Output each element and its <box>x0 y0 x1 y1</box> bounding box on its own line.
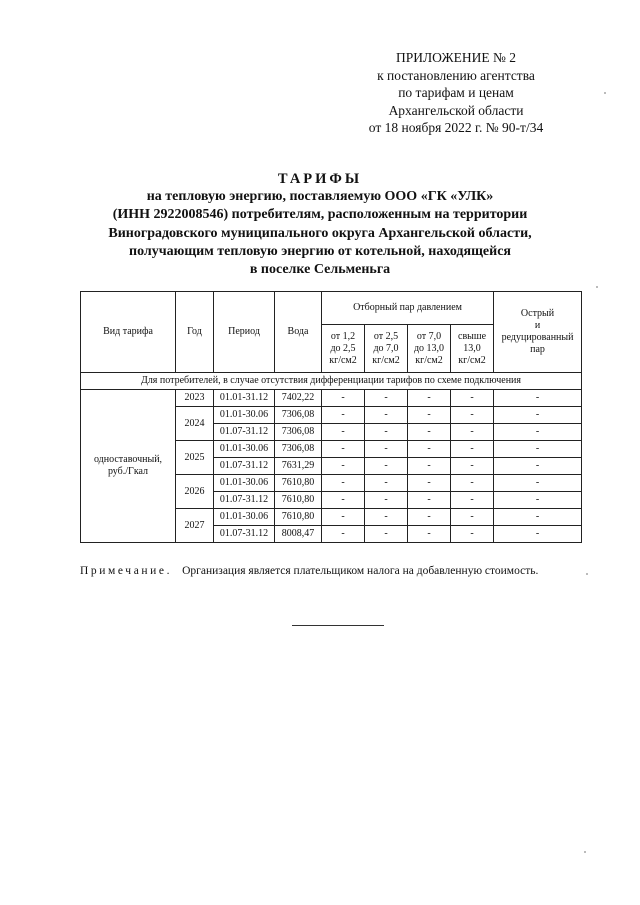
p3-cell: - <box>408 509 451 526</box>
year-cell: 2027 <box>176 509 214 543</box>
table-row <box>81 390 582 407</box>
p1-cell: - <box>322 424 365 441</box>
period-cell: 01.01-30.06 <box>214 407 275 424</box>
p4-cell: - <box>451 509 494 526</box>
sharp-cell: - <box>494 475 582 492</box>
header-period: Период <box>214 292 275 373</box>
header-sharp-steam: Острый и редуцированный пар <box>494 292 582 373</box>
appendix-number: ПРИЛОЖЕНИЕ № 2 <box>395 50 517 65</box>
title-line: в поселке Сельменьга <box>249 262 391 278</box>
header-steam-group: Отборный пар давлением <box>322 292 494 325</box>
p1-cell: - <box>322 458 365 475</box>
year-cell: 2025 <box>176 441 214 475</box>
title-line: (ИНН 2922008546) потребителям, расположенным на территории <box>112 207 528 223</box>
header-year: Год <box>176 292 214 373</box>
water-cell: 7610,80 <box>275 509 322 526</box>
p3-cell: - <box>408 407 451 424</box>
period-cell: 01.01-30.06 <box>214 509 275 526</box>
section-row: Для потребителей, в случае отсутствия дифференциации тарифов по схеме подключения <box>81 373 582 390</box>
scan-speck <box>586 573 588 575</box>
p3-cell: - <box>408 492 451 509</box>
period-cell: 01.07-31.12 <box>214 424 275 441</box>
header-pressure-2: от 2,5 до 7,0 кг/см2 <box>365 325 408 373</box>
scan-speck <box>604 92 606 94</box>
note-text: Организация является плательщиком налога на добавленную стоимость. <box>182 565 539 577</box>
water-cell: 7631,29 <box>275 458 322 475</box>
p2-cell: - <box>365 424 408 441</box>
water-cell: 7306,08 <box>275 441 322 458</box>
appendix-header <box>340 49 572 137</box>
document-title <box>96 170 544 279</box>
title-heading: ТАРИФЫ <box>277 171 363 187</box>
sharp-cell: - <box>494 390 582 407</box>
sharp-cell: - <box>494 526 582 543</box>
closing-rule <box>292 625 384 626</box>
scan-speck <box>584 851 586 853</box>
p1-cell: - <box>322 475 365 492</box>
sharp-cell: - <box>494 509 582 526</box>
tariff-table <box>80 291 582 543</box>
year-cell: 2023 <box>176 390 214 407</box>
p1-cell: - <box>322 441 365 458</box>
p4-cell: - <box>451 441 494 458</box>
period-cell: 01.01-31.12 <box>214 390 275 407</box>
water-cell: 7610,80 <box>275 475 322 492</box>
header-pressure-1: от 1,2 до 2,5 кг/см2 <box>322 325 365 373</box>
title-line: Виноградовского муниципального округа Архангельской области, <box>108 225 532 241</box>
water-cell: 7306,08 <box>275 424 322 441</box>
year-cell: 2026 <box>176 475 214 509</box>
title-line: получающим тепловую энергию от котельной, находящейся <box>129 243 511 259</box>
p2-cell: - <box>365 407 408 424</box>
scan-speck <box>596 286 598 288</box>
p3-cell: - <box>408 458 451 475</box>
p1-cell: - <box>322 509 365 526</box>
water-cell: 7610,80 <box>275 492 322 509</box>
p2-cell: - <box>365 509 408 526</box>
header-pressure-4: свыше 13,0 кг/см2 <box>451 325 494 373</box>
p1-cell: - <box>322 390 365 407</box>
note <box>80 565 600 577</box>
p1-cell: - <box>322 407 365 424</box>
period-cell: 01.07-31.12 <box>214 492 275 509</box>
period-cell: 01.07-31.12 <box>214 458 275 475</box>
p4-cell: - <box>451 526 494 543</box>
p2-cell: - <box>365 475 408 492</box>
title-line: на тепловую энергию, поставляемую ООО «ГК «УЛК» <box>146 189 494 205</box>
appendix-ref-line: Архангельской области <box>388 102 524 118</box>
p4-cell: - <box>451 424 494 441</box>
p3-cell: - <box>408 526 451 543</box>
appendix-ref-line: по тарифам и ценам <box>398 85 514 101</box>
tariff-type-cell: одноставочный, руб./Гкал <box>81 390 176 543</box>
year-cell: 2024 <box>176 407 214 441</box>
sharp-cell: - <box>494 458 582 475</box>
appendix-date-number: от 18 ноября 2022 г. № 90-т/34 <box>368 120 544 136</box>
note-label: Примечание. <box>80 565 173 577</box>
p3-cell: - <box>408 475 451 492</box>
sharp-cell: - <box>494 492 582 509</box>
p4-cell: - <box>451 390 494 407</box>
header-pressure-3: от 7,0 до 13,0 кг/см2 <box>408 325 451 373</box>
p2-cell: - <box>365 390 408 407</box>
p2-cell: - <box>365 458 408 475</box>
water-cell: 7306,08 <box>275 407 322 424</box>
appendix-ref-line: к постановлению агентства <box>377 67 535 83</box>
water-cell: 7402,22 <box>275 390 322 407</box>
p2-cell: - <box>365 492 408 509</box>
p2-cell: - <box>365 441 408 458</box>
sharp-cell: - <box>494 407 582 424</box>
water-cell: 8008,47 <box>275 526 322 543</box>
p4-cell: - <box>451 458 494 475</box>
p3-cell: - <box>408 441 451 458</box>
p3-cell: - <box>408 390 451 407</box>
p4-cell: - <box>451 475 494 492</box>
period-cell: 01.07-31.12 <box>214 526 275 543</box>
p4-cell: - <box>451 492 494 509</box>
period-cell: 01.01-30.06 <box>214 441 275 458</box>
sharp-cell: - <box>494 424 582 441</box>
p1-cell: - <box>322 526 365 543</box>
period-cell: 01.01-30.06 <box>214 475 275 492</box>
sharp-cell: - <box>494 441 582 458</box>
p3-cell: - <box>408 424 451 441</box>
header-water: Вода <box>275 292 322 373</box>
p1-cell: - <box>322 492 365 509</box>
p2-cell: - <box>365 526 408 543</box>
header-tariff-type: Вид тарифа <box>81 292 176 373</box>
p4-cell: - <box>451 407 494 424</box>
